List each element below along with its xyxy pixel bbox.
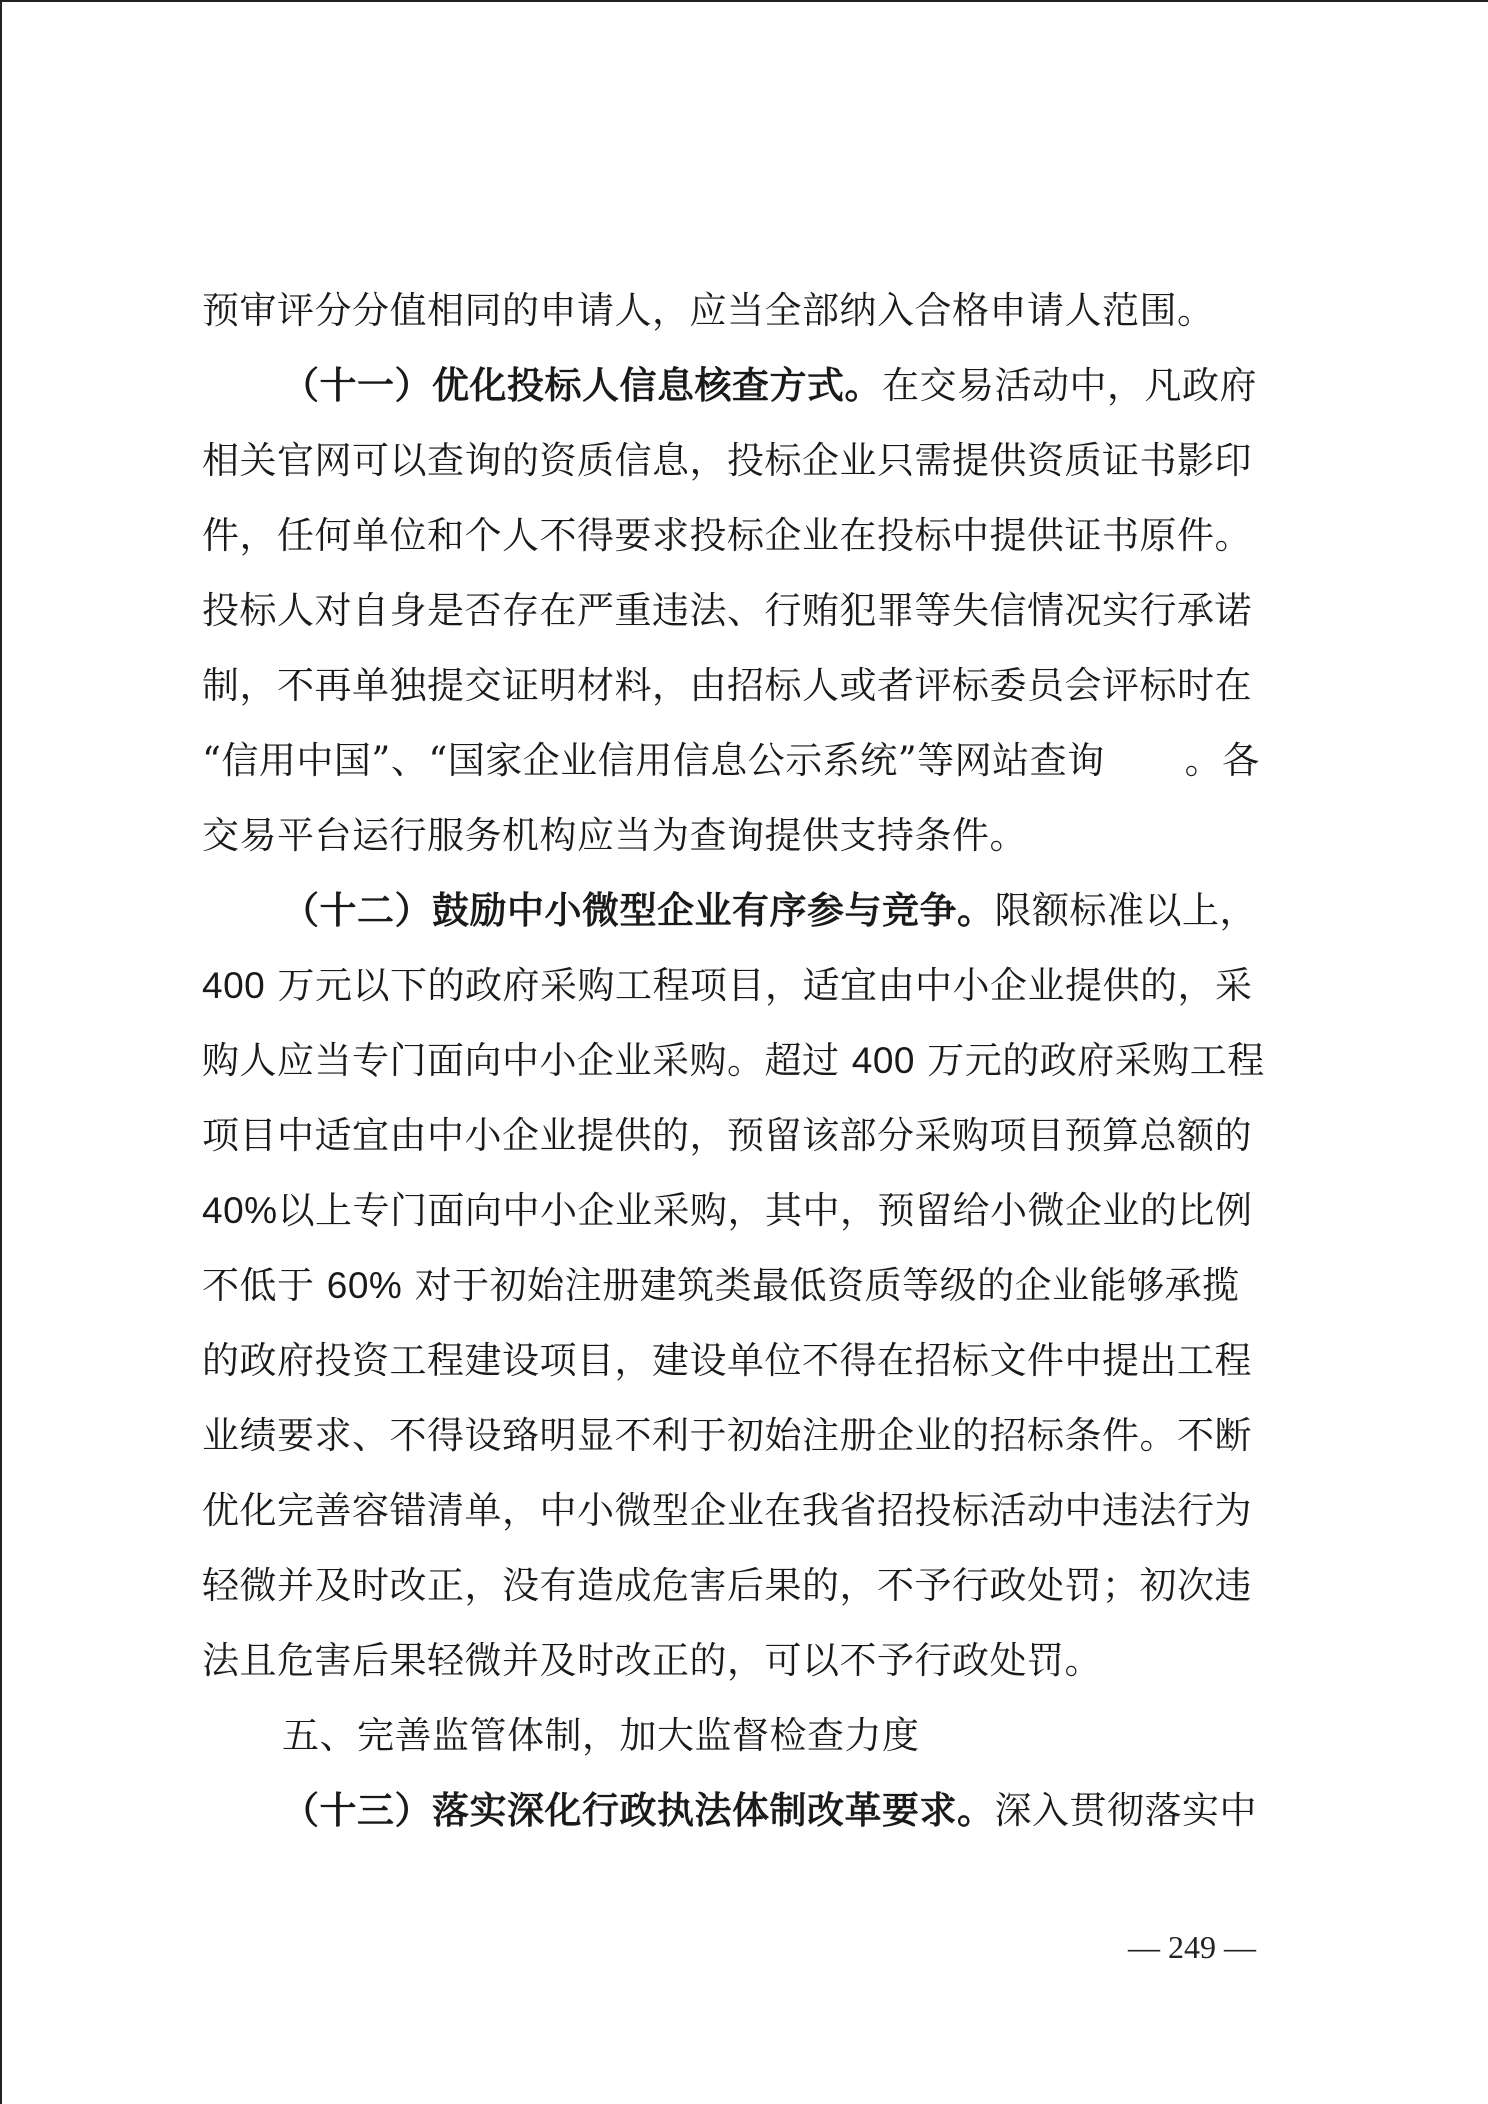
page-number: — 249 — [1128, 1929, 1256, 1965]
number-text: 400 [202, 965, 266, 1006]
line-text: 法且危害后果轻微并及时改正的，可以不予行政处罚。 [202, 1639, 1102, 1682]
line-text: 不低于 [202, 1264, 315, 1307]
text-line [202, 948, 1306, 1023]
text-line [202, 573, 1306, 648]
text-line [202, 1398, 1306, 1473]
number-text: 40% [202, 1190, 278, 1231]
line-text: 交易平台运行服务机构应当为查询提供支持条件。 [202, 814, 1027, 857]
line-text: 五、完善监管体制，加大监督检查力度 [282, 1714, 920, 1757]
section-title: （十二）鼓励中小微型企业有序参与竞争。 [282, 889, 995, 932]
line-text: 投标人对自身是否存在严重违法、行贿犯罪等失信情况实行承诺 [202, 589, 1252, 632]
line-text: 深入贯彻落实中 [994, 1789, 1257, 1832]
line-text: 万元以下的政府采购工程项目，适宜由中小企业提供的，采 [277, 964, 1253, 1007]
line-text: 在交易活动中，凡政府 [882, 364, 1257, 407]
line-text: 。各 [1184, 739, 1260, 782]
line-text: 预审评分分值相同的申请人，应当全部纳入合格申请人范围。 [202, 289, 1215, 332]
text-line [202, 273, 1306, 348]
text-line [202, 498, 1306, 573]
section-title: （十一）优化投标人信息核查方式。 [282, 364, 882, 407]
section-heading-11 [202, 348, 1306, 423]
text-line [202, 798, 1306, 873]
text-line [202, 423, 1306, 498]
line-text: 相关官网可以查询的资质信息，投标企业只需提供资质证书影印 [202, 439, 1252, 482]
line-text: 购人应当专门面向中小企业采购。超过 [202, 1039, 840, 1082]
line-text: 轻微并及时改正，没有造成危害后果的，不予行政处罚；初次违 [202, 1564, 1252, 1607]
number-text: 400 [851, 1040, 915, 1081]
line-text: 件，任何单位和个人不得要求投标企业在投标中提供证书原件。 [202, 514, 1252, 557]
line-text: 对于初始注册建筑类最低资质等级的企业能够承揽 [414, 1264, 1240, 1307]
line-text: 万元的政府采购工程 [927, 1039, 1265, 1082]
text-line [202, 1248, 1306, 1323]
chapter-heading-5 [202, 1698, 1306, 1773]
number-text: 60% [326, 1265, 403, 1306]
text-line [202, 723, 1306, 798]
section-title: （十三）落实深化行政执法体制改革要求。 [282, 1789, 995, 1832]
line-text: 制，不再单独提交证明材料，由招标人或者评标委员会评标时在 [202, 664, 1252, 707]
line-text: “信用中国”、“国家企业信用信息公示系统”等网站查询 [202, 739, 1105, 782]
section-heading-13 [202, 1773, 1306, 1848]
text-line [202, 1098, 1306, 1173]
text-line [202, 1323, 1306, 1398]
text-line [202, 1623, 1306, 1698]
line-text: 以上专门面向中小企业采购，其中，预留给小微企业的比例 [277, 1189, 1253, 1232]
line-text: 的政府投资工程建设项目，建设单位不得在招标文件中提出工程 [202, 1339, 1252, 1382]
text-line [202, 648, 1306, 723]
line-text: 优化完善容错清单，中小微型企业在我省招投标活动中违法行为 [202, 1489, 1252, 1532]
line-text: 业绩要求、不得设臵明显不利于初始注册企业的招标条件。不断 [202, 1414, 1252, 1457]
text-line [202, 1473, 1306, 1548]
line-text: 限额标准以上， [994, 889, 1257, 932]
document-body [202, 273, 1306, 1848]
line-text: 项目中适宜由中小企业提供的，预留该部分采购项目预算总额的 [202, 1114, 1252, 1157]
text-line [202, 1548, 1306, 1623]
section-heading-12 [202, 873, 1306, 948]
text-line [202, 1173, 1306, 1248]
text-line [202, 1023, 1306, 1098]
